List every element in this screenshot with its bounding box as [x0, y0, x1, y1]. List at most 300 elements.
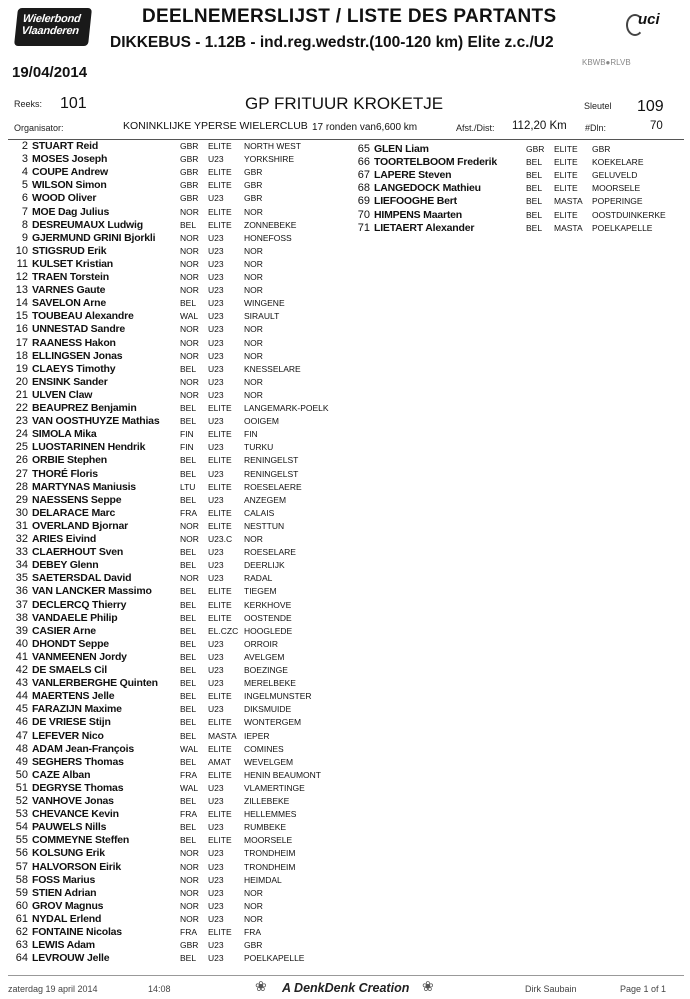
rider-nationality: NOR	[180, 861, 199, 872]
rider-nationality: NOR	[180, 337, 199, 348]
wielerbond-vlaanderen-logo	[14, 8, 92, 46]
rider-category: EL.CZC	[208, 625, 239, 636]
rider-nationality: NOR	[180, 245, 199, 256]
rider-number: 8	[21, 218, 28, 231]
rider-category: U23	[208, 678, 224, 689]
rider-club: NORTH WEST	[244, 141, 301, 151]
rider-number: 55	[15, 834, 28, 847]
rider-number: 70	[357, 208, 370, 221]
rider-category: U23	[208, 665, 224, 675]
rider-club: POPERINGE	[592, 196, 643, 207]
rider-name: OVERLAND Bjornar	[32, 519, 128, 532]
rider-club: HENIN BEAUMONT	[244, 769, 321, 780]
rider-category: U23	[208, 900, 224, 911]
rider-category: ELITE	[208, 835, 232, 846]
rider-nationality: BEL	[526, 222, 543, 233]
rider-name: TOORTELBOOM Frederik	[374, 156, 497, 169]
rider-category: U23	[208, 796, 224, 806]
rider-number: 29	[15, 493, 28, 506]
rider-name: LAPERE Steven	[374, 169, 452, 182]
rider-club: MOORSELE	[592, 183, 641, 194]
rider-name: UNNESTAD Sandre	[32, 323, 126, 336]
rider-nationality: NOR	[180, 272, 199, 282]
rider-nationality: GBR	[526, 144, 545, 154]
rider-number: 41	[15, 650, 28, 663]
rider-nationality: BEL	[180, 953, 197, 964]
rider-nationality: BEL	[180, 560, 197, 571]
rider-number: 46	[15, 716, 28, 729]
rider-name: FOSS Marius	[32, 873, 96, 886]
rider-number: 36	[15, 585, 28, 598]
rider-name: MAERTENS Jelle	[32, 690, 115, 703]
rider-club: NOR	[244, 534, 263, 544]
rider-category: U23	[208, 547, 224, 558]
rider-nationality: BEL	[180, 547, 197, 558]
rider-nationality: BEL	[180, 665, 197, 675]
rider-name: THORÉ Floris	[32, 467, 98, 480]
rider-number: 43	[15, 677, 28, 690]
rider-club: FIN	[244, 429, 258, 440]
uci-logo	[624, 8, 670, 38]
rider-club: LANGEMARK-POELK	[244, 403, 329, 413]
rider-number: 25	[15, 441, 28, 454]
rider-nationality: WAL	[180, 743, 199, 754]
footer-author: Dirk Saubain	[525, 984, 577, 994]
rider-name: HALVORSON Eirik	[32, 860, 121, 873]
organisator-label: Organisator:	[14, 123, 64, 133]
rider-nationality: FRA	[180, 927, 197, 937]
rider-name: LIEFOOGHE Bert	[374, 195, 457, 208]
rider-category: U23	[208, 416, 224, 427]
rider-number: 32	[15, 533, 28, 545]
rider-category: ELITE	[208, 206, 232, 217]
rider-number: 15	[15, 310, 28, 323]
rider-name: SEGHERS Thomas	[32, 755, 124, 768]
rider-club: POELKAPELLE	[592, 222, 653, 233]
rider-nationality: FIN	[180, 442, 194, 453]
distance-value: 112,20 Km	[512, 120, 567, 132]
rider-club: ORROIR	[244, 638, 278, 649]
rider-number: 71	[357, 221, 370, 234]
rider-name: VANLERBERGHE Quinten	[32, 677, 158, 690]
rider-club: NOR	[244, 376, 263, 387]
rider-name: DE VRIESE Stijn	[32, 716, 111, 729]
rider-club: POELKAPELLE	[244, 953, 305, 964]
rider-club: NOR	[244, 350, 263, 361]
rider-category: ELITE	[208, 180, 232, 191]
rider-name: LANGEDOCK Mathieu	[374, 182, 481, 195]
race-name: GP FRITUUR KROKETJE	[245, 94, 444, 113]
rider-category: ELITE	[208, 481, 232, 492]
rider-number: 42	[15, 664, 28, 676]
rider-nationality: GBR	[180, 193, 199, 204]
rider-nationality: NOR	[180, 887, 199, 898]
rider-category: U23.C	[208, 534, 233, 544]
rider-name: VANMEENEN Jordy	[32, 650, 127, 663]
rider-nationality: WAL	[180, 782, 199, 793]
rider-category: ELITE	[554, 209, 578, 220]
rider-club: GBR	[244, 193, 263, 204]
footer-printed-date: zaterdag 19 april 2014	[8, 984, 98, 994]
sleutel-label: Sleutel	[584, 101, 612, 111]
rider-name: ULVEN Claw	[32, 388, 93, 401]
rider-number: 44	[15, 690, 28, 703]
rider-nationality: NOR	[180, 350, 199, 361]
rider-number: 17	[15, 336, 28, 349]
rider-number: 28	[15, 480, 28, 493]
rider-number: 35	[15, 572, 28, 585]
rider-name: STIEN Adrian	[32, 886, 97, 899]
rider-nationality: BEL	[180, 298, 197, 309]
rider-number: 52	[15, 795, 28, 807]
rider-club: GBR	[592, 144, 611, 154]
rider-name: DE SMAELS Cil	[32, 664, 107, 676]
rider-club: KERKHOVE	[244, 599, 292, 610]
rider-category: ELITE	[208, 507, 232, 518]
rider-nationality: BEL	[526, 183, 543, 194]
rider-club: NOR	[244, 272, 263, 282]
rider-number: 33	[15, 546, 28, 559]
rider-category: ELITE	[554, 144, 578, 154]
rider-number: 58	[15, 873, 28, 886]
rider-number: 59	[15, 886, 28, 899]
rider-nationality: BEL	[180, 756, 197, 767]
rider-number: 21	[15, 388, 28, 401]
rider-name: KOLSUNG Erik	[32, 847, 105, 860]
rider-number: 67	[357, 169, 370, 182]
rider-category: U23	[208, 193, 224, 204]
rider-category: U23	[208, 887, 224, 898]
rider-club: RENINGELST	[244, 468, 299, 479]
rider-nationality: BEL	[180, 494, 197, 505]
rider-nationality: WAL	[180, 311, 199, 322]
rider-category: MASTA	[554, 222, 583, 233]
rounds-count: 17 ronden van	[312, 122, 376, 133]
rider-nationality: GBR	[180, 141, 199, 151]
rider-number: 27	[15, 467, 28, 480]
rider-club: GBR	[244, 940, 263, 951]
rider-category: U23	[208, 272, 224, 282]
rider-number: 51	[15, 781, 28, 794]
rider-name: LUOSTARINEN Hendrik	[32, 441, 146, 454]
sleutel-value: 109	[637, 98, 664, 115]
rider-number: 68	[357, 182, 370, 195]
rider-category: U23	[208, 782, 224, 793]
rider-club: HONEFOSS	[244, 232, 292, 243]
rider-club: HEIMDAL	[244, 874, 282, 885]
rider-name: RAANESS Hakon	[32, 336, 116, 349]
rider-category: ELITE	[208, 599, 232, 610]
rider-number: 45	[15, 703, 28, 716]
rider-name: MOE Dag Julius	[32, 205, 110, 218]
rider-club: KNESSELARE	[244, 363, 301, 374]
rider-name: ORBIE Stephen	[32, 454, 107, 467]
rider-number: 62	[15, 926, 28, 938]
rider-club: KOEKELARE	[592, 157, 644, 168]
rider-category: U23	[208, 874, 224, 885]
rider-nationality: BEL	[180, 625, 197, 636]
rider-category: U23	[208, 651, 224, 662]
rider-club: NOR	[244, 900, 263, 911]
rider-number: 18	[15, 349, 28, 362]
rider-category: U23	[208, 232, 224, 243]
rider-number: 3	[21, 153, 28, 166]
rider-name: NYDAL Erlend	[32, 912, 102, 925]
rider-name: SAVELON Arne	[32, 297, 107, 310]
rider-number: 20	[15, 375, 28, 388]
rider-club: NOR	[244, 337, 263, 348]
rider-nationality: NOR	[180, 573, 199, 584]
rider-category: ELITE	[208, 520, 232, 531]
rider-number: 37	[15, 598, 28, 611]
rider-club: TRONDHEIM	[244, 861, 296, 872]
rider-number: 30	[15, 506, 28, 519]
rider-number: 26	[15, 454, 28, 467]
rider-number: 69	[357, 195, 370, 208]
rider-name: DHONDT Seppe	[32, 637, 109, 650]
rider-nationality: BEL	[180, 835, 197, 846]
rider-nationality: LTU	[180, 481, 196, 492]
rider-club: OOIGEM	[244, 416, 279, 427]
rider-name: DEBEY Glenn	[32, 559, 99, 572]
rider-name: VAN LANCKER Massimo	[32, 585, 152, 598]
rider-nationality: NOR	[180, 258, 199, 269]
rider-category: U23	[208, 154, 224, 165]
rider-club: RUMBEKE	[244, 822, 287, 833]
rider-club: NOR	[244, 206, 263, 217]
rider-number: 4	[21, 166, 28, 179]
footer-divider	[8, 975, 684, 976]
rider-number: 50	[15, 768, 28, 781]
header-divider	[8, 139, 684, 140]
rider-name: GROV Magnus	[32, 899, 104, 912]
rider-nationality: BEL	[180, 730, 197, 741]
rider-category: U23	[208, 363, 224, 374]
rider-name: PAUWELS Nills	[32, 821, 107, 834]
rider-name: LEFEVER Nico	[32, 729, 104, 742]
rider-club: YORKSHIRE	[244, 154, 295, 165]
rider-nationality: BEL	[180, 403, 197, 413]
rider-club: RENINGELST	[244, 455, 299, 466]
reeks-value: 101	[60, 95, 87, 112]
rider-club: RADAL	[244, 573, 273, 584]
rider-number: 12	[15, 271, 28, 283]
footer-time: 14:08	[148, 984, 171, 994]
rider-nationality: BEL	[180, 363, 197, 374]
rider-club: ZILLEBEKE	[244, 796, 290, 806]
rider-nationality: FRA	[180, 769, 197, 780]
rider-category: U23	[208, 298, 224, 309]
rider-number: 7	[21, 205, 28, 218]
rider-nationality: NOR	[180, 913, 199, 924]
rider-number: 11	[16, 257, 28, 270]
rider-nationality: BEL	[180, 691, 197, 702]
rider-club: NOR	[244, 913, 263, 924]
rider-category: U23	[208, 245, 224, 256]
rider-club: COMINES	[244, 743, 284, 754]
rider-name: MOSES Joseph	[32, 153, 108, 166]
rider-nationality: FIN	[180, 429, 194, 440]
rider-category: ELITE	[208, 141, 232, 151]
rider-nationality: NOR	[180, 900, 199, 911]
rider-club: NOR	[244, 258, 263, 269]
rider-nationality: BEL	[180, 822, 197, 833]
rider-number: 48	[15, 742, 28, 755]
rider-nationality: BEL	[180, 468, 197, 479]
rider-name: VANDAELE Philip	[32, 611, 118, 624]
rider-name: STUART Reid	[32, 140, 99, 152]
rider-nationality: NOR	[180, 389, 199, 400]
rider-name: MARTYNAS Maniusis	[32, 480, 136, 493]
rider-name: CASIER Arne	[32, 624, 96, 637]
rider-name: WOOD Oliver	[32, 192, 97, 205]
rider-name: LIETAERT Alexander	[374, 221, 475, 234]
rider-club: ROESELAERE	[244, 481, 302, 492]
rider-category: ELITE	[554, 157, 578, 168]
rider-nationality: NOR	[180, 520, 199, 531]
rider-nationality: NOR	[180, 232, 199, 243]
race-subtitle: DIKKEBUS - 1.12B - ind.reg.wedstr.(100-120 km) Elite z.c./U2	[110, 34, 554, 51]
denkdenk-logo-icon: ❀	[422, 978, 434, 994]
rider-club: FRA	[244, 927, 261, 937]
rider-name: GLEN Liam	[374, 143, 429, 155]
rider-club: VLAMERTINGE	[244, 782, 305, 793]
rider-nationality: BEL	[526, 196, 543, 207]
rider-name: CLAERHOUT Sven	[32, 546, 124, 559]
rider-category: U23	[208, 285, 224, 296]
rider-club: ZONNEBEKE	[244, 219, 297, 230]
denkdenk-logo-icon: ❀	[255, 978, 267, 994]
rider-name: DESREUMAUX Ludwig	[32, 218, 143, 231]
round-length: 6,600 km	[376, 122, 418, 133]
rider-number: 40	[15, 637, 28, 650]
rider-category: ELITE	[554, 170, 578, 181]
rider-club: ROESELARE	[244, 547, 296, 558]
rider-nationality: NOR	[180, 534, 199, 544]
rider-number: 57	[15, 860, 28, 873]
rider-category: ELITE	[208, 691, 232, 702]
rider-category: ELITE	[208, 429, 232, 440]
rider-name: DECLERCQ Thierry	[32, 598, 127, 611]
rider-nationality: BEL	[180, 586, 197, 597]
rider-number: 54	[15, 821, 28, 834]
rider-name: BEAUPREZ Benjamin	[32, 402, 137, 414]
rider-category: MASTA	[208, 730, 237, 741]
rider-nationality: BEL	[180, 612, 197, 623]
rider-name: CHEVANCE Kevin	[32, 808, 119, 821]
rider-club: SIRAULT	[244, 311, 280, 322]
rider-category: ELITE	[208, 403, 232, 413]
rider-category: U23	[208, 337, 224, 348]
rider-number: 16	[15, 323, 28, 336]
rider-category: U23	[208, 442, 224, 453]
rider-number: 24	[15, 428, 28, 441]
rider-nationality: FRA	[180, 507, 197, 518]
rider-category: U23	[208, 560, 224, 571]
rider-name: CLAEYS Timothy	[32, 362, 116, 375]
rider-number: 22	[15, 402, 28, 414]
rider-club: TRONDHEIM	[244, 848, 296, 859]
rider-category: U23	[208, 350, 224, 361]
rider-nationality: GBR	[180, 180, 199, 191]
rider-number: 61	[15, 912, 28, 925]
rider-number: 63	[15, 939, 28, 952]
rider-number: 49	[15, 755, 28, 768]
rider-category: U23	[208, 704, 224, 715]
rider-club: AVELGEM	[244, 651, 285, 662]
rider-nationality: BEL	[526, 157, 543, 168]
rider-name: NAESSENS Seppe	[32, 493, 122, 506]
rider-nationality: BEL	[180, 678, 197, 689]
logo-text-line2: Vlaanderen	[20, 25, 80, 37]
participants-count: 70	[650, 120, 663, 132]
rider-club: NOR	[244, 887, 263, 898]
rider-club: HOOGLEDE	[244, 625, 293, 636]
rider-category: ELITE	[208, 455, 232, 466]
rider-category: U23	[208, 913, 224, 924]
rider-nationality: BEL	[180, 704, 197, 715]
rider-nationality: NOR	[180, 324, 199, 335]
rider-name: VAN OOSTHUYZE Mathias	[32, 415, 160, 428]
rider-club: WONTERGEM	[244, 717, 302, 728]
rider-name: TOUBEAU Alexandre	[32, 310, 134, 323]
rider-club: BOEZINGE	[244, 665, 288, 675]
rider-category: ELITE	[208, 927, 232, 937]
rider-category: U23	[208, 324, 224, 335]
rider-category: ELITE	[554, 183, 578, 194]
rider-number: 53	[15, 808, 28, 821]
rider-category: U23	[208, 468, 224, 479]
rider-nationality: NOR	[180, 376, 199, 387]
rider-nationality: BEL	[180, 717, 197, 728]
rider-nationality: NOR	[180, 848, 199, 859]
rider-category: U23	[208, 389, 224, 400]
distance-label: Afst./Dist:	[456, 123, 495, 133]
rider-club: WINGENE	[244, 298, 285, 309]
rider-name: CAZE Alban	[32, 768, 91, 781]
rider-name: ADAM Jean-François	[32, 742, 135, 755]
rider-number: 64	[15, 952, 28, 965]
rider-number: 31	[15, 519, 28, 532]
rider-club: NOR	[244, 324, 263, 335]
rider-club: OOSTENDE	[244, 612, 292, 623]
rider-nationality: NOR	[180, 874, 199, 885]
rider-nationality: GBR	[180, 167, 199, 178]
organisator-value: KONINKLIJKE YPERSE WIELERCLUB	[123, 120, 308, 132]
rider-name: ENSINK Sander	[32, 375, 108, 388]
rider-category: U23	[208, 861, 224, 872]
rider-nationality: BEL	[180, 796, 197, 806]
rider-number: 34	[15, 559, 28, 572]
rider-number: 23	[15, 415, 28, 428]
rider-nationality: BEL	[180, 219, 197, 230]
rider-number: 6	[21, 192, 28, 205]
rider-name: COMMEYNE Steffen	[32, 834, 130, 847]
rider-nationality: BEL	[526, 170, 543, 181]
rider-nationality: BEL	[180, 651, 197, 662]
rider-nationality: GBR	[180, 940, 199, 951]
rider-number: 5	[21, 179, 28, 192]
rider-name: WILSON Simon	[32, 179, 107, 192]
rider-category: U23	[208, 573, 224, 584]
rider-number: 56	[15, 847, 28, 860]
rider-category: MASTA	[554, 196, 583, 207]
rider-name: DELARACE Marc	[32, 506, 116, 519]
rider-number: 60	[15, 899, 28, 912]
rider-club: NOR	[244, 285, 263, 296]
rider-name: GJERMUND GRINI Bjorkli	[32, 231, 156, 244]
uci-logo-text: uci	[638, 11, 660, 28]
